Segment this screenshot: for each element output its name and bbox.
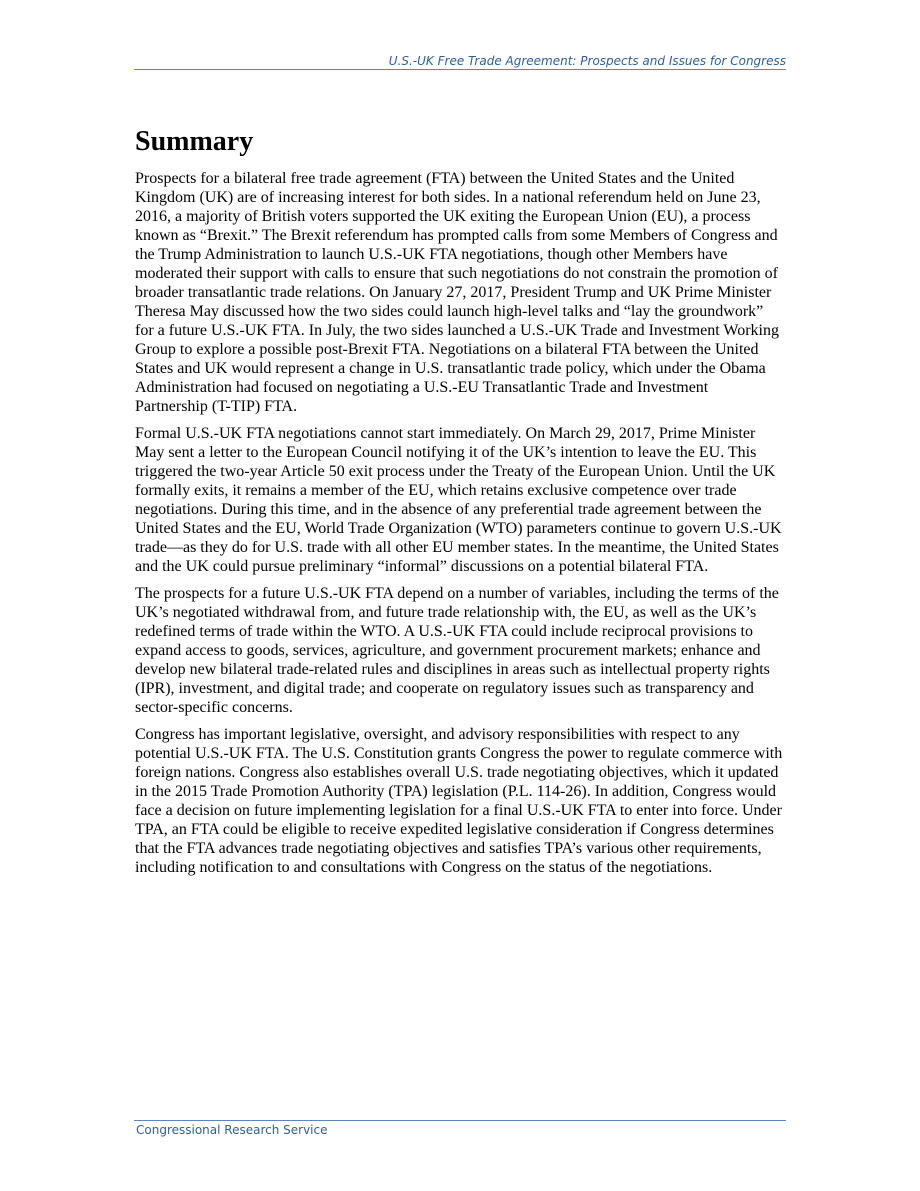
summary-paragraph-1: Prospects for a bilateral free trade agreement (FTA) between the United States and the United Kingdom (UK) are of increasing interest for both sides. In a national referendum held on June 23, 2016, a majority of British voters supported the UK exiting the European Union (EU), a process known as “Brexit.” The Brexit referendum has prompted calls from some Members of Congress and the Trump Administration to launch U.S.-UK FTA negotiations, though other Members have moderated their support with calls to ensure that such negotiations do not constrain the promotion of broader transatlantic trade relations. On January 27, 2017, President Trump and UK Prime Minister Theresa May discussed how the two sides could launch high-level talks and “lay the groundwork” for a future U.S.-UK FTA. In July, the two sides launched a U.S.-UK Trade and Investment Working Group to explore a possible post-Brexit FTA. Negotiations on a bilateral FTA between the United States and UK would represent a change in U.S. transatlantic trade policy, which under the Obama Administration had focused on negotiating a U.S.-EU Transatlantic Trade and Investment Partnership (T-TIP) FTA. bbox=[135, 170, 779, 415]
summary-paragraph-2: Formal U.S.-UK FTA negotiations cannot start immediately. On March 29, 2017, Prime Minister May sent a letter to the European Council notifying it of the UK’s intention to leave the EU. This triggered the two-year Article 50 exit process under the Treaty of the European Union. Until the UK formally exits, it remains a member of the EU, which retains exclusive competence over trade negotiations. During this time, and in the absence of any preferential trade agreement between the United States and the EU, World Trade Organization (WTO) parameters continue to govern U.S.-UK trade—as they do for U.S. trade with all other EU member states. In the meantime, the United States and the UK could pursue preliminary “informal” discussions on a potential bilateral FTA. bbox=[135, 425, 782, 575]
footer-rule bbox=[134, 1120, 786, 1121]
page-body bbox=[135, 124, 785, 885]
summary-paragraph-3: The prospects for a future U.S.-UK FTA depend on a number of variables, including the terms of the UK’s negotiated withdrawal from, and future trade relationship with, the EU, as well as the UK’s redefined terms of trade within the WTO. A U.S.-UK FTA could include reciprocal provisions to expand access to goods, services, agriculture, and government procurement markets; enhance and develop new bilateral trade-related rules and disciplines in areas such as intellectual property rights (IPR), investment, and digital trade; and cooperate on regulatory issues such as transparency and sector-specific concerns. bbox=[135, 585, 779, 716]
header-rule bbox=[134, 69, 786, 70]
footer-organization: Congressional Research Service bbox=[136, 1123, 328, 1137]
summary-paragraph-4: Congress has important legislative, oversight, and advisory responsibilities with respect to any potential U.S.-UK FTA. The U.S. Constitution grants Congress the power to regulate commerce with foreign nations. Congress also establishes overall U.S. trade negotiating objectives, which it updated in the 2015 Trade Promotion Authority (TPA) legislation (P.L. 114-26). In addition, Congress would face a decision on future implementing legislation for a final U.S.-UK FTA to enter into force. Under TPA, an FTA could be eligible to receive expedited legislative consideration if Congress determines that the FTA advances trade negotiating objectives and satisfies TPA’s various other requirements, including notification to and consultations with Congress on the status of the negotiations. bbox=[135, 726, 783, 876]
running-header: U.S.-UK Free Trade Agreement: Prospects and Issues for Congress bbox=[388, 54, 786, 68]
section-heading: Summary bbox=[135, 126, 254, 157]
